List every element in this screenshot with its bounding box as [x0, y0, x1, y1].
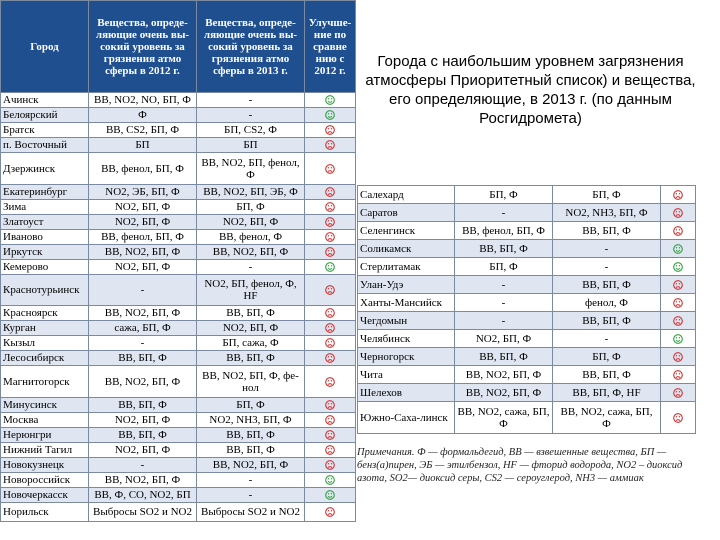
substances-2012-cell: -	[89, 458, 197, 473]
sad-face-icon	[673, 279, 683, 291]
city-cell: Златоуст	[1, 215, 89, 230]
smiley-face-icon	[325, 261, 335, 273]
substances-2013-cell: -	[553, 258, 661, 276]
substances-2013-cell: ВВ, NO2, БП, Ф, фе-нол	[197, 366, 305, 398]
improvement-cell	[305, 503, 356, 522]
table-row	[358, 402, 696, 434]
table-row	[1, 138, 356, 153]
city-cell: Стерлитамак	[358, 258, 455, 276]
table-row	[358, 294, 696, 312]
sad-face-icon	[673, 225, 683, 237]
substances-2012-cell: NO2, БП, Ф	[89, 260, 197, 275]
header-2012: Вещества, опреде-ляющие очень вы-сокий уровень за грязнения атмо сферы в 2012 г.	[89, 1, 197, 93]
improvement-cell	[305, 473, 356, 488]
sad-face-icon	[325, 246, 335, 258]
table-row	[1, 321, 356, 336]
substances-2012-cell: ВВ, NO2, NO, БП, Ф	[89, 93, 197, 108]
substances-2013-cell: NO2, БП, Ф	[197, 321, 305, 336]
sad-face-icon	[325, 506, 335, 518]
substances-2012-cell: -	[455, 312, 553, 330]
city-cell: Иркутск	[1, 245, 89, 260]
sad-face-icon	[325, 163, 335, 175]
city-cell: Шелехов	[358, 384, 455, 402]
table-row	[358, 186, 696, 204]
substances-2013-cell: БП, Ф	[197, 200, 305, 215]
sad-face-icon	[673, 189, 683, 201]
header-2013: Вещества, опреде-ляющие очень вы-сокий уровень за грязнения атмо сферы в 2013 г.	[197, 1, 305, 93]
substances-2013-cell: БП, CS2, Ф	[197, 123, 305, 138]
improvement-cell	[305, 306, 356, 321]
city-cell: Саратов	[358, 204, 455, 222]
substances-2013-cell: -	[197, 93, 305, 108]
table-row	[358, 330, 696, 348]
substances-2012-cell: ВВ, NO2, БП, Ф	[455, 384, 553, 402]
city-cell: Магнитогорск	[1, 366, 89, 398]
improvement-cell	[305, 321, 356, 336]
substances-2012-cell: сажа, БП, Ф	[89, 321, 197, 336]
smiley-face-icon	[325, 94, 335, 106]
improvement-cell	[305, 138, 356, 153]
improvement-cell	[661, 348, 696, 366]
table-row	[358, 222, 696, 240]
improvement-cell	[661, 276, 696, 294]
improvement-cell	[305, 93, 356, 108]
substances-2012-cell: NO2, БП, Ф	[89, 443, 197, 458]
city-cell: Нерюнгри	[1, 428, 89, 443]
smiley-face-icon	[325, 474, 335, 486]
table-row	[1, 351, 356, 366]
header-improvement: Улучше-ние по сравне нию с 2012 г.	[305, 1, 356, 93]
city-cell: Белоярский	[1, 108, 89, 123]
city-cell: Зима	[1, 200, 89, 215]
table-row	[1, 245, 356, 260]
substances-2012-cell: ВВ, БП, Ф	[455, 348, 553, 366]
substances-2012-cell: Выбросы SO2 и NO2	[89, 503, 197, 522]
table-row	[1, 123, 356, 138]
substances-2012-cell: БП	[89, 138, 197, 153]
table-row	[1, 200, 356, 215]
substances-2013-cell: ВВ, БП, Ф	[197, 306, 305, 321]
substances-2012-cell: ВВ, БП, Ф	[89, 351, 197, 366]
page-title: Города с наибольшим уровнем загрязнения атмосферы Приоритетный список) и вещества, его определяющие, в 2013 г. (по данным Росгидромета)	[365, 53, 696, 127]
improvement-cell	[661, 330, 696, 348]
substances-2013-cell: -	[197, 260, 305, 275]
substances-2013-cell: -	[197, 488, 305, 503]
city-cell: Кемерово	[1, 260, 89, 275]
table-row	[1, 443, 356, 458]
city-cell: Норильск	[1, 503, 89, 522]
sad-face-icon	[325, 231, 335, 243]
city-cell: Улан-Удэ	[358, 276, 455, 294]
smiley-face-icon	[673, 243, 683, 255]
substances-2013-cell: ВВ, NO2, БП, фенол, Ф	[197, 153, 305, 185]
improvement-cell	[305, 215, 356, 230]
city-cell: Новокузнецк	[1, 458, 89, 473]
substances-2013-cell: ВВ, БП, Ф	[553, 276, 661, 294]
sad-face-icon	[325, 139, 335, 151]
table-row	[1, 428, 356, 443]
smiley-face-icon	[673, 333, 683, 345]
city-cell: Новороссийск	[1, 473, 89, 488]
substances-2013-cell: -	[553, 240, 661, 258]
table-row	[1, 398, 356, 413]
table-row	[1, 153, 356, 185]
improvement-cell	[661, 258, 696, 276]
left-pollution-table	[0, 0, 356, 522]
improvement-cell	[305, 200, 356, 215]
improvement-cell	[661, 312, 696, 330]
sad-face-icon	[325, 337, 335, 349]
substances-2012-cell: NO2, БП, Ф	[89, 200, 197, 215]
substances-2012-cell: ВВ, фенол, БП, Ф	[89, 230, 197, 245]
substances-2012-cell: NO2, ЭБ, БП, Ф	[89, 185, 197, 200]
substances-2013-cell: ВВ, NO2, БП, ЭБ, Ф	[197, 185, 305, 200]
improvement-cell	[305, 245, 356, 260]
city-cell: п. Восточный	[1, 138, 89, 153]
substances-2012-cell: ВВ, NO2, сажа, БП, Ф	[455, 402, 553, 434]
substances-2012-cell: Ф	[89, 108, 197, 123]
table-row	[1, 93, 356, 108]
substances-2012-cell: NO2, БП, Ф	[89, 413, 197, 428]
city-cell: Чита	[358, 366, 455, 384]
improvement-cell	[305, 428, 356, 443]
right-pollution-table	[357, 185, 696, 434]
city-cell: Минусинск	[1, 398, 89, 413]
city-cell: Новочеркасск	[1, 488, 89, 503]
improvement-cell	[661, 384, 696, 402]
city-cell: Курган	[1, 321, 89, 336]
substances-2012-cell: ВВ, NO2, БП, Ф	[455, 366, 553, 384]
city-cell: Ачинск	[1, 93, 89, 108]
city-cell: Салехард	[358, 186, 455, 204]
improvement-cell	[305, 153, 356, 185]
sad-face-icon	[325, 414, 335, 426]
substances-2012-cell: NO2, БП, Ф	[89, 215, 197, 230]
improvement-cell	[305, 443, 356, 458]
city-cell: Краснотурьинск	[1, 275, 89, 306]
substances-2012-cell: ВВ, фенол, БП, Ф	[89, 153, 197, 185]
substances-2013-cell: -	[197, 473, 305, 488]
right-table-body	[358, 186, 696, 434]
city-cell: Челябинск	[358, 330, 455, 348]
improvement-cell	[661, 240, 696, 258]
city-cell: Селенгинск	[358, 222, 455, 240]
substances-2012-cell: ВВ, БП, Ф	[89, 428, 197, 443]
smiley-face-icon	[325, 109, 335, 121]
table-row	[1, 413, 356, 428]
substances-2013-cell: NO2, БП, фенол, Ф, HF	[197, 275, 305, 306]
city-cell: Черногорск	[358, 348, 455, 366]
header-city: Город	[1, 1, 89, 93]
table-row	[358, 240, 696, 258]
substances-2013-cell: -	[553, 330, 661, 348]
table-row	[358, 348, 696, 366]
improvement-cell	[305, 336, 356, 351]
table-row	[1, 185, 356, 200]
substances-2012-cell: -	[89, 275, 197, 306]
table-row	[1, 275, 356, 306]
substances-2012-cell: ВВ, NO2, БП, Ф	[89, 366, 197, 398]
substances-2012-cell: -	[455, 204, 553, 222]
sad-face-icon	[673, 412, 683, 424]
substances-2013-cell: ВВ, NO2, сажа, БП, Ф	[553, 402, 661, 434]
table-row	[1, 215, 356, 230]
city-cell: Соликамск	[358, 240, 455, 258]
improvement-cell	[305, 488, 356, 503]
improvement-cell	[305, 275, 356, 306]
table-row	[1, 336, 356, 351]
substances-2012-cell: ВВ, CS2, БП, Ф	[89, 123, 197, 138]
substances-2013-cell: ВВ, БП, Ф	[553, 312, 661, 330]
sad-face-icon	[673, 369, 683, 381]
substances-2012-cell: -	[89, 336, 197, 351]
sad-face-icon	[325, 307, 335, 319]
smiley-face-icon	[325, 489, 335, 501]
improvement-cell	[305, 398, 356, 413]
improvement-cell	[305, 123, 356, 138]
substances-2012-cell: ВВ, NO2, БП, Ф	[89, 245, 197, 260]
improvement-cell	[661, 402, 696, 434]
table-row	[1, 230, 356, 245]
substances-2013-cell: ВВ, БП, Ф	[197, 443, 305, 458]
city-cell: Кызыл	[1, 336, 89, 351]
improvement-cell	[661, 222, 696, 240]
city-cell: Ханты-Мансийск	[358, 294, 455, 312]
sad-face-icon	[673, 351, 683, 363]
improvement-cell	[661, 294, 696, 312]
table-row	[358, 312, 696, 330]
table-row	[358, 366, 696, 384]
substances-2013-cell: NO2, NH3, БП, Ф	[197, 413, 305, 428]
city-cell: Братск	[1, 123, 89, 138]
substances-2013-cell: БП	[197, 138, 305, 153]
table-row	[1, 458, 356, 473]
city-cell: Красноярск	[1, 306, 89, 321]
substances-2012-cell: -	[455, 276, 553, 294]
sad-face-icon	[325, 399, 335, 411]
sad-face-icon	[673, 207, 683, 219]
table-row	[358, 384, 696, 402]
sad-face-icon	[325, 376, 335, 388]
substances-2012-cell: БП, Ф	[455, 186, 553, 204]
table-row	[358, 276, 696, 294]
table-row	[1, 260, 356, 275]
city-cell: Москва	[1, 413, 89, 428]
sad-face-icon	[325, 429, 335, 441]
improvement-cell	[305, 413, 356, 428]
substances-2012-cell: ВВ, БП, Ф	[89, 398, 197, 413]
left-table-body	[1, 93, 356, 522]
sad-face-icon	[325, 284, 335, 296]
substances-2013-cell: фенол, Ф	[553, 294, 661, 312]
substances-2012-cell: ВВ, NO2, БП, Ф	[89, 306, 197, 321]
sad-face-icon	[325, 322, 335, 334]
improvement-cell	[305, 185, 356, 200]
notes-footnote: Примечания. Ф — формальдегид, ВВ — взвешенные вещества, БП — бенз(а)пирен, ЭБ — этилбензол, HF — фторид водорода, NO2 – диоксид азота, SO2— диоксид серы, CS2 — сероуглерод, NH3 — аммиак	[357, 447, 683, 484]
city-cell: Екатеринбург	[1, 185, 89, 200]
improvement-cell	[305, 366, 356, 398]
city-cell: Нижний Тагил	[1, 443, 89, 458]
sad-face-icon	[325, 216, 335, 228]
sad-face-icon	[673, 315, 683, 327]
substances-2013-cell: NO2, NH3, БП, Ф	[553, 204, 661, 222]
substances-2012-cell: ВВ, фенол, БП, Ф	[455, 222, 553, 240]
substances-2013-cell: ВВ, БП, Ф, HF	[553, 384, 661, 402]
substances-2012-cell: -	[455, 294, 553, 312]
substances-2012-cell: ВВ, БП, Ф	[455, 240, 553, 258]
sad-face-icon	[325, 444, 335, 456]
improvement-cell	[305, 351, 356, 366]
substances-2012-cell: БП, Ф	[455, 258, 553, 276]
city-cell: Иваново	[1, 230, 89, 245]
table-row	[1, 488, 356, 503]
city-cell: Южно-Саха-линск	[358, 402, 455, 434]
substances-2013-cell: ВВ, БП, Ф	[197, 428, 305, 443]
sad-face-icon	[325, 186, 335, 198]
substances-2013-cell: БП, Ф	[553, 348, 661, 366]
substances-2013-cell: ВВ, NO2, БП, Ф	[197, 458, 305, 473]
substances-2013-cell: ВВ, БП, Ф	[197, 351, 305, 366]
substances-2013-cell: ВВ, NO2, БП, Ф	[197, 245, 305, 260]
sad-face-icon	[325, 459, 335, 471]
improvement-cell	[661, 204, 696, 222]
improvement-cell	[305, 108, 356, 123]
city-cell: Чегдомын	[358, 312, 455, 330]
substances-2012-cell: ВВ, NO2, БП, Ф	[89, 473, 197, 488]
sad-face-icon	[325, 201, 335, 213]
sad-face-icon	[673, 387, 683, 399]
substances-2013-cell: -	[197, 108, 305, 123]
improvement-cell	[305, 230, 356, 245]
substances-2013-cell: NO2, БП, Ф	[197, 215, 305, 230]
substances-2013-cell: ВВ, БП, Ф	[553, 222, 661, 240]
improvement-cell	[305, 458, 356, 473]
table-row	[1, 366, 356, 398]
substances-2012-cell: NO2, БП, Ф	[455, 330, 553, 348]
table-row	[358, 204, 696, 222]
table-row	[1, 306, 356, 321]
substances-2013-cell: ВВ, фенол, Ф	[197, 230, 305, 245]
improvement-cell	[661, 186, 696, 204]
substances-2013-cell: Выбросы SO2 и NO2	[197, 503, 305, 522]
sad-face-icon	[325, 124, 335, 136]
city-cell: Лесосибирск	[1, 351, 89, 366]
substances-2013-cell: БП, сажа, Ф	[197, 336, 305, 351]
substances-2013-cell: ВВ, БП, Ф	[553, 366, 661, 384]
table-header-row	[1, 1, 356, 93]
smiley-face-icon	[673, 261, 683, 273]
substances-2012-cell: ВВ, Ф, CO, NO2, БП	[89, 488, 197, 503]
sad-face-icon	[673, 297, 683, 309]
improvement-cell	[661, 366, 696, 384]
city-cell: Дзержинск	[1, 153, 89, 185]
substances-2013-cell: БП, Ф	[553, 186, 661, 204]
table-row	[1, 503, 356, 522]
substances-2013-cell: БП, Ф	[197, 398, 305, 413]
table-row	[358, 258, 696, 276]
sad-face-icon	[325, 352, 335, 364]
improvement-cell	[305, 260, 356, 275]
table-row	[1, 108, 356, 123]
table-row	[1, 473, 356, 488]
